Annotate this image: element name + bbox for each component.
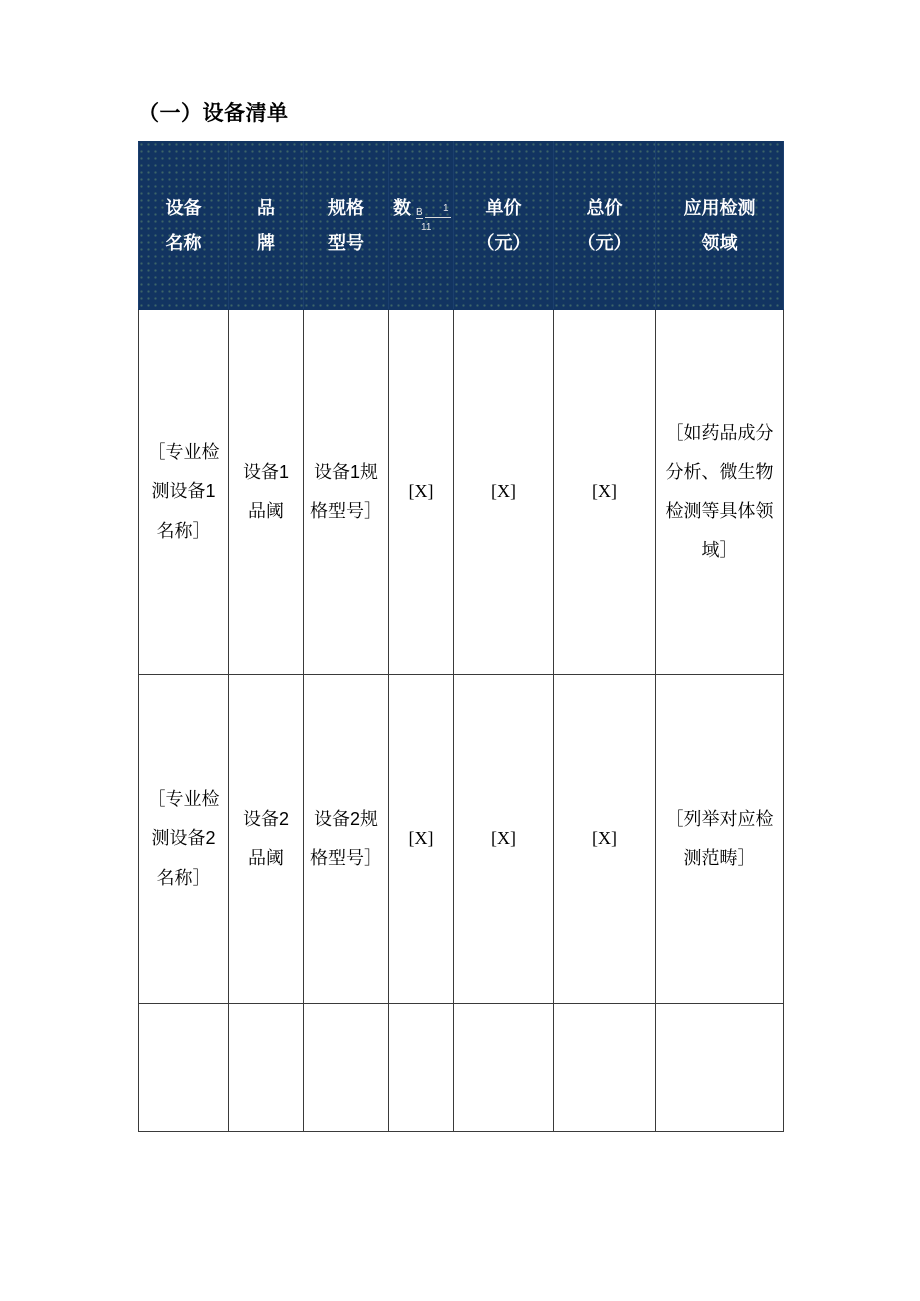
header-total-price — [554, 142, 656, 310]
header-quantity-mark-below: 11 — [421, 222, 432, 234]
cell-brand: 设备1品阈 — [229, 310, 304, 675]
cell-spec-model: 设备2规格型号］ — [304, 675, 389, 1004]
cell-equipment-name: ［专业检测设备1名称］ — [139, 310, 229, 675]
header-total-price-line2: （元） — [577, 232, 632, 253]
header-brand-line2: 牌 — [257, 232, 275, 253]
header-quantity-mark-right: 1 — [443, 203, 449, 215]
cell-equipment-name — [139, 1004, 229, 1132]
table-header — [139, 142, 784, 310]
header-quantity-rule — [425, 217, 451, 218]
cell-unit-price: [X] — [454, 310, 554, 675]
cell-spec-model — [304, 1004, 389, 1132]
header-application-field — [656, 142, 784, 310]
cell-quantity: [X] — [389, 675, 454, 1004]
header-spec-model-line2: 型号 — [328, 232, 364, 253]
cell-application-field: ［如药品成分分析、微生物检测等具体领域］ — [656, 310, 784, 675]
section-title: （一）设备清单 — [138, 102, 289, 125]
header-brand — [229, 142, 304, 310]
header-application-field-line1: 应用检测 — [683, 198, 756, 219]
cell-unit-price — [454, 1004, 554, 1132]
header-quantity-label: 数 — [393, 198, 411, 219]
header-unit-price-line2: （元） — [476, 232, 531, 253]
header-application-field-line2: 领域 — [701, 232, 738, 253]
table-row — [139, 675, 784, 1004]
cell-quantity — [389, 1004, 454, 1132]
table-header-row — [139, 142, 784, 310]
cell-unit-price: [X] — [454, 675, 554, 1004]
header-unit-price — [454, 142, 554, 310]
header-quantity-mark-b: B — [416, 207, 423, 219]
header-total-price-line1: 总价 — [586, 198, 623, 219]
header-equipment-name-line1: 设备 — [165, 198, 202, 219]
table-row — [139, 1004, 784, 1132]
cell-brand: 设备2品阈 — [229, 675, 304, 1004]
cell-brand — [229, 1004, 304, 1132]
table-row — [139, 310, 784, 675]
cell-total-price — [554, 1004, 656, 1132]
cell-quantity: [X] — [389, 310, 454, 675]
cell-application-field — [656, 1004, 784, 1132]
header-quantity-inner — [389, 136, 453, 303]
cell-application-field: ［列举对应检测范畴］ — [656, 675, 784, 1004]
header-spec-model — [304, 142, 389, 310]
header-quantity — [389, 142, 454, 310]
header-spec-model-line1: 规格 — [328, 198, 364, 219]
table-body — [139, 310, 784, 1132]
cell-spec-model: 设备1规格型号］ — [304, 310, 389, 675]
equipment-list-table — [138, 141, 784, 1132]
header-equipment-name-line2: 名称 — [165, 232, 202, 253]
cell-total-price: [X] — [554, 310, 656, 675]
header-equipment-name — [139, 142, 229, 310]
cell-equipment-name: ［专业检测设备2名称］ — [139, 675, 229, 1004]
cell-total-price: [X] — [554, 675, 656, 1004]
header-unit-price-line1: 单价 — [485, 198, 522, 219]
header-brand-line1: 品 — [257, 198, 275, 219]
